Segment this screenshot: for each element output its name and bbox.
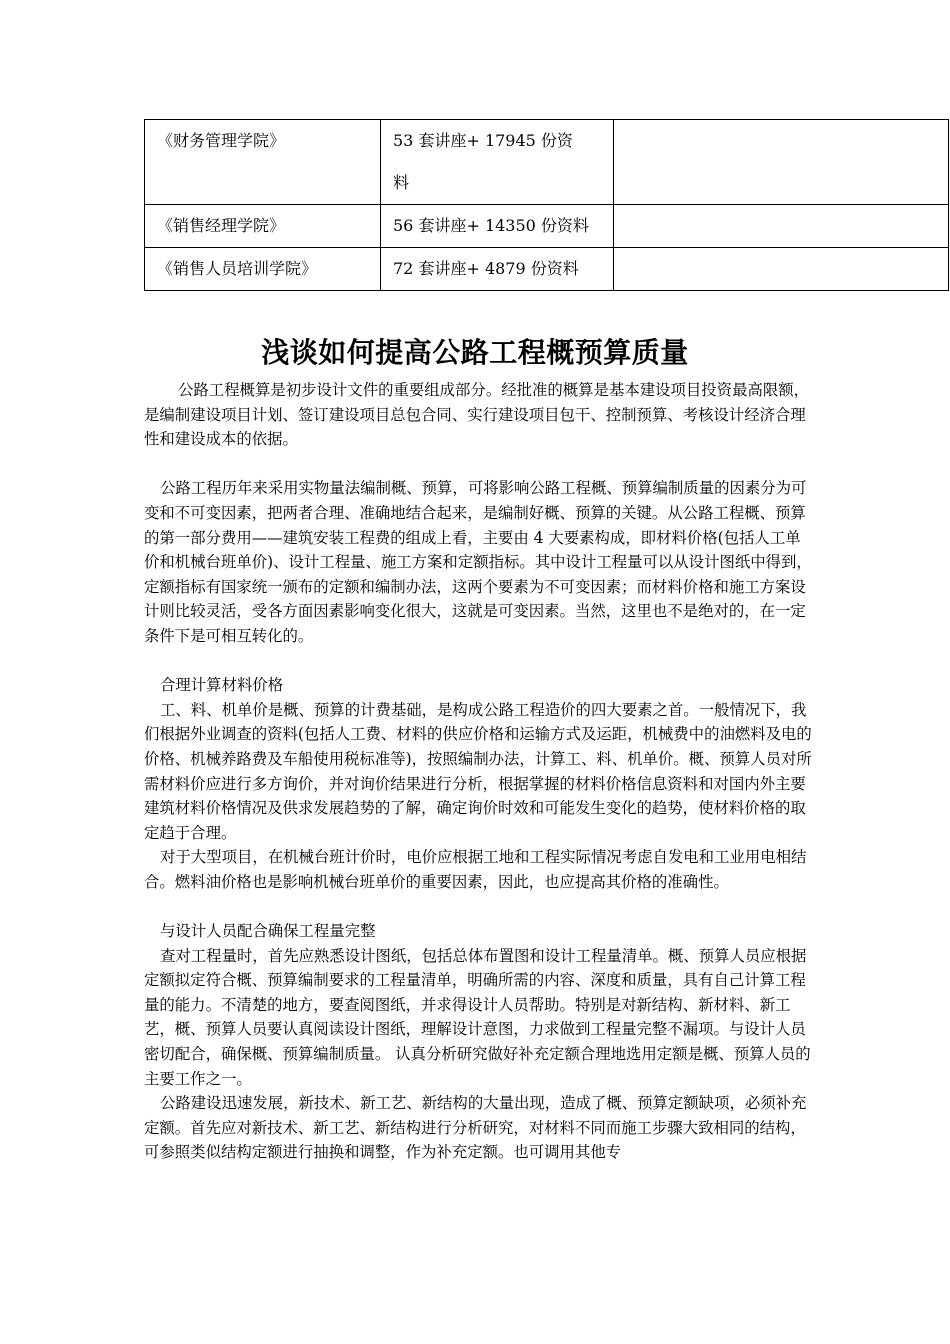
section-heading: 合理计算材料价格 [160, 676, 284, 695]
course-extra-cell [614, 248, 949, 291]
table-row [145, 248, 949, 291]
course-name-cell: 《销售经理学院》 [145, 205, 381, 248]
article-body [144, 378, 812, 1165]
catalog-table [144, 119, 949, 291]
article-title: 浅谈如何提高公路工程概预算质量 [261, 336, 689, 369]
course-content-cell: 56 套讲座+ 14350 份资料 [381, 205, 614, 248]
course-name-cell: 《财务管理学院》 [145, 120, 381, 205]
course-content-cell: 72 套讲座+ 4879 份资料 [381, 248, 614, 291]
course-content-cell [381, 120, 614, 205]
course-extra-cell [614, 205, 949, 248]
course-name-cell: 《销售人员培训学院》 [145, 248, 381, 291]
course-extra-cell [614, 120, 949, 205]
paragraph: 查对工程量时，首先应熟悉设计图纸，包括总体布置图和设计工程量清单。概、预算人员应根据定额拟定符合概、预算编制要求的工程量清单，明确所需的内容、深度和质量，具有自己计算工程量的能力。不清楚的地方，要查阅图纸，并求得设计人员帮助。特别是对新结构、新材料、新工艺，概、预算人员要认真阅读设计图纸，理解设计意图，力求做到工程量完整不漏项。与设计人员密切配合，确保概、预算编制质量。 认真分析研究做好补充定额合理地选用定额是概、预算人员的主要工作之一。 [144, 946, 811, 1088]
intro-paragraph: 公路工程概算是初步设计文件的重要组成部分。经批准的概算是基本建设项目投资最高限额，是编制建设项目计划、签订建设项目总包合同、实行建设项目包干、控制预算、考核设计经济合理性和建设成本的依据。 [144, 381, 810, 449]
course-content-text: 53 套讲座+ 17945 份资料 [393, 131, 573, 192]
paragraph: 公路建设迅速发展，新技术、新工艺、新结构的大量出现，造成了概、预算定额缺项，必须补充定额。首先应对新技术、新工艺、新结构进行分析研究，对材料不同而施工步骤大致相同的结构，可参照类似结构定额进行抽换和调整，作为补充定额。也可调用其他专 [144, 1094, 807, 1162]
table-row [145, 205, 949, 248]
paragraph: 公路工程历年来采用实物量法编制概、预算，可将影响公路工程概、预算编制质量的因素分为可变和不可变因素，把两者合理、准确地结合起来，是编制好概、预算的关键。从公路工程概、预算的第一部分费用——建筑安装工程费的组成上看，主要由 4 大要素构成，即材料价格(包括人工单价和机械台班单价)、设计工程量、施工方案和定额指标。其中设计工程量可以从设计图纸中得到，定额指标有国家统一颁布的定额和编制办法，这两个要素为不可变因素；而材料价格和施工方案设计则比较灵活，受各方面因素影响变化很大，这就是可变因素。当然，这里也不是绝对的，在一定条件下是可相互转化的。 [144, 479, 812, 645]
paragraph: 工、料、机单价是概、预算的计费基础，是构成公路工程造价的四大要素之首。一般情况下，我们根据外业调查的资料(包括人工费、材料的供应价格和运输方式及运距，机械费中的油燃料及电的价格、机械养路费及车船使用税标准等)，按照编制办法，计算工、料、机单价。概、预算人员对所需材料价应进行多方询价，并对询价结果进行分析，根据掌握的材料价格信息资料和对国内外主要建筑材料价格情况及供求发展趋势的了解，确定询价时效和可能发生变化的趋势，使材料价格的取定趋于合理。 [144, 700, 812, 842]
paragraph: 对于大型项目，在机械台班计价时，电价应根据工地和工程实际情况考虑自发电和工业用电相结合。燃料油价格也是影响机械台班单价的重要因素，因此，也应提高其价格的准确性。 [144, 848, 807, 891]
table-row [145, 120, 949, 205]
section-heading: 与设计人员配合确保工程量完整 [160, 922, 376, 941]
